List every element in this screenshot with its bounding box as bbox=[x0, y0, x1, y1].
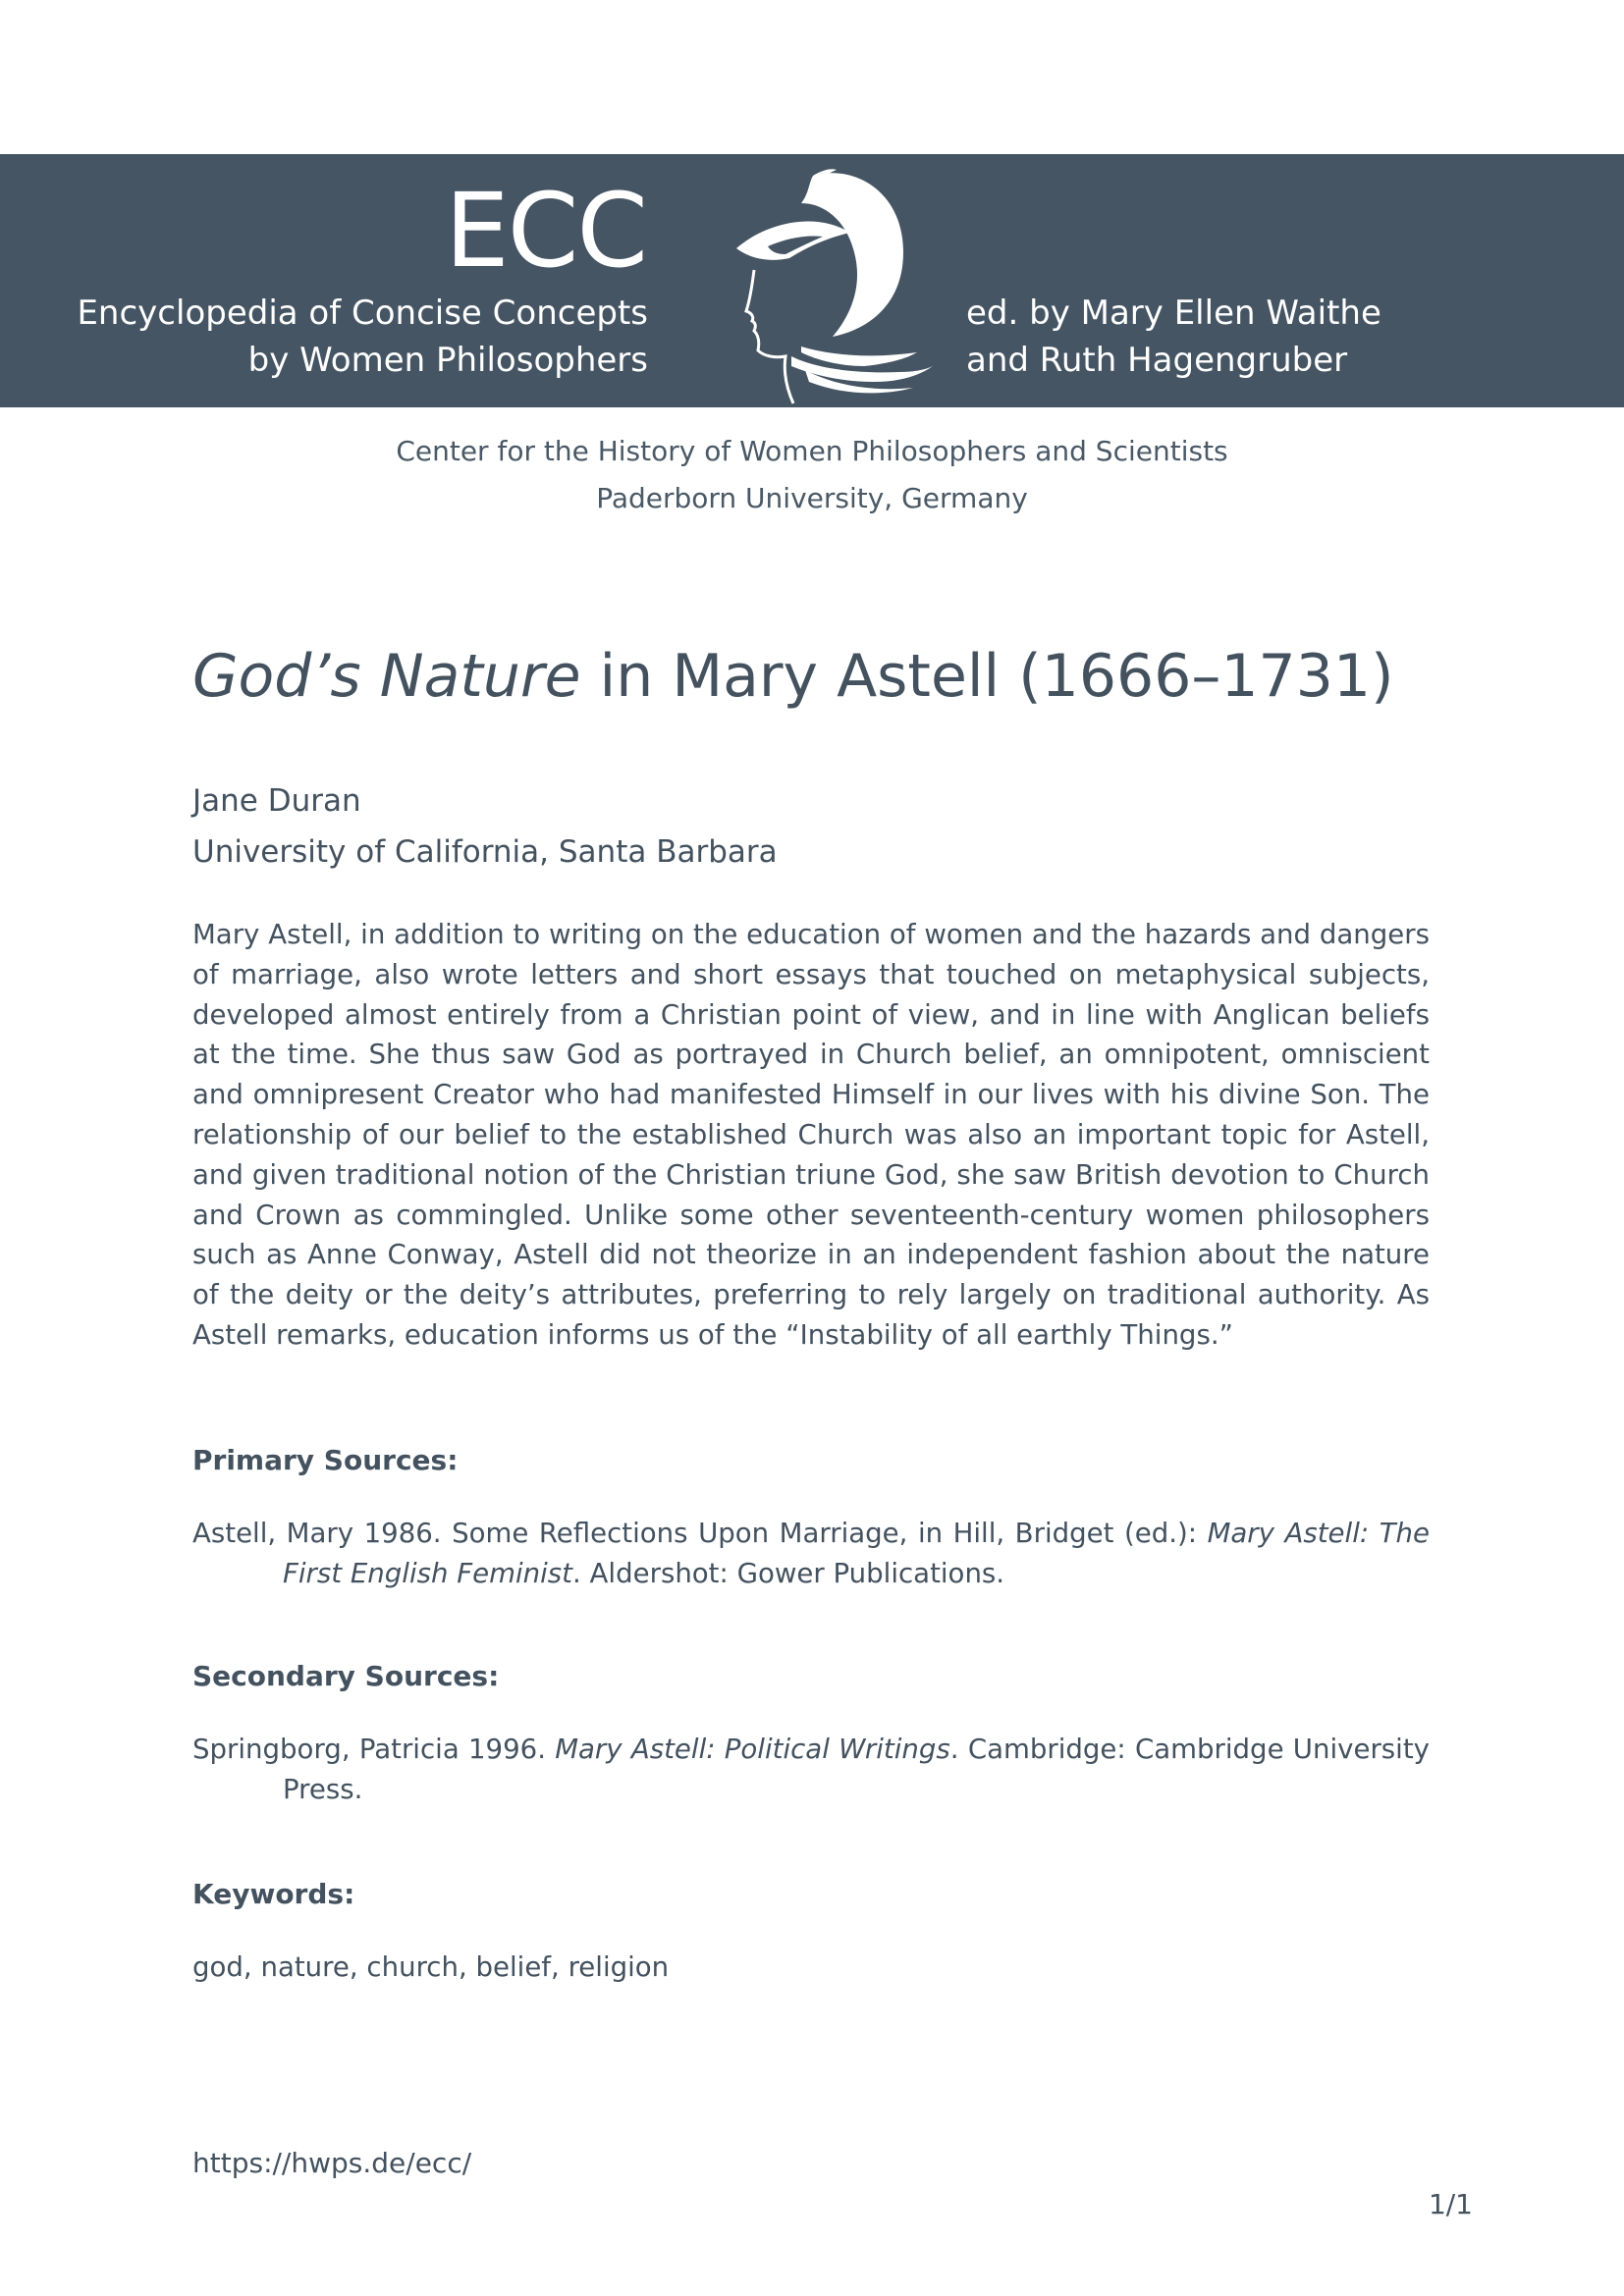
secondary-sources-heading: Secondary Sources: bbox=[192, 1660, 500, 1692]
author-block bbox=[192, 775, 1469, 878]
primary-source-text-after: . Aldershot: Gower Publications. bbox=[572, 1556, 1005, 1589]
athena-helmet-icon bbox=[707, 164, 933, 407]
primary-source-entry bbox=[192, 1514, 1430, 1594]
article-title bbox=[192, 632, 1469, 721]
primary-source-text-before: Astell, Mary 1986. Some Reflections Upon Marriage, in Hill, Bridget (ed.): bbox=[192, 1517, 1208, 1549]
keywords-list: god, nature, church, belief, religion bbox=[192, 1950, 670, 1983]
keywords-heading: Keywords: bbox=[192, 1878, 355, 1910]
editors-line2: and Ruth Hagengruber bbox=[966, 341, 1348, 380]
secondary-source-text-after: . Cambridge: Cambridge University Press. bbox=[283, 1733, 1430, 1805]
institution-line2: Paderborn University, Germany bbox=[596, 482, 1028, 514]
footer-url-link[interactable]: https://hwps.de/ecc/ bbox=[192, 2147, 472, 2179]
primary-sources-heading: Primary Sources: bbox=[192, 1444, 459, 1476]
encyclopedia-name bbox=[39, 290, 648, 384]
institution-info bbox=[0, 428, 1624, 522]
author-affiliation: University of California, Santa Barbara bbox=[192, 834, 778, 870]
page-number: 1/1 bbox=[1428, 2188, 1473, 2220]
header-banner bbox=[0, 154, 1624, 407]
secondary-source-title: Mary Astell: Political Writings bbox=[555, 1733, 950, 1765]
primary-source-title: Mary Astell: The First English Feminist bbox=[283, 1517, 1431, 1589]
editors bbox=[966, 290, 1516, 384]
secondary-source-text-before: Springborg, Patricia 1996. bbox=[192, 1733, 556, 1765]
editors-line1: ed. by Mary Ellen Waithe bbox=[966, 294, 1381, 333]
article-title-rest: in Mary Astell (1666–1731) bbox=[580, 642, 1394, 711]
institution-line1: Center for the History of Women Philosophers and Scientists bbox=[396, 435, 1228, 467]
article-title-italic: God’s Nature bbox=[192, 642, 581, 711]
ecc-logo: ECC bbox=[445, 171, 646, 291]
author-name: Jane Duran bbox=[192, 783, 361, 819]
encyclopedia-name-line1: Encyclopedia of Concise Concepts bbox=[77, 294, 648, 333]
secondary-source-entry bbox=[192, 1730, 1430, 1810]
encyclopedia-name-line2: by Women Philosophers bbox=[247, 341, 648, 380]
abstract-paragraph: Mary Astell, in addition to writing on the education of women and the hazards and dangers of marriage, also wrote letters and short essays that touched on metaphysical subjects, developed almost entirely from a Christian point of view, and in line with Anglican beliefs at the time. She thus saw God as portrayed in Church belief, an omnipotent, omniscient and omnipresent Creator who had manifested Himself in our lives with his divine Son. The relationship of our belief to the established Church was also an important topic for Astell, and given traditional notion of the Christian triune God, she saw British devotion to Church and Crown as commingled. Unlike some other seventeenth-century women philosophers such as Anne Conway, Astell did not theorize in an independent fashion about the nature of the deity or the deity’s attributes, preferring to rely largely on traditional authority. As Astell remarks, education informs us of the “Instability of all earthly Things.” bbox=[192, 918, 1430, 1351]
